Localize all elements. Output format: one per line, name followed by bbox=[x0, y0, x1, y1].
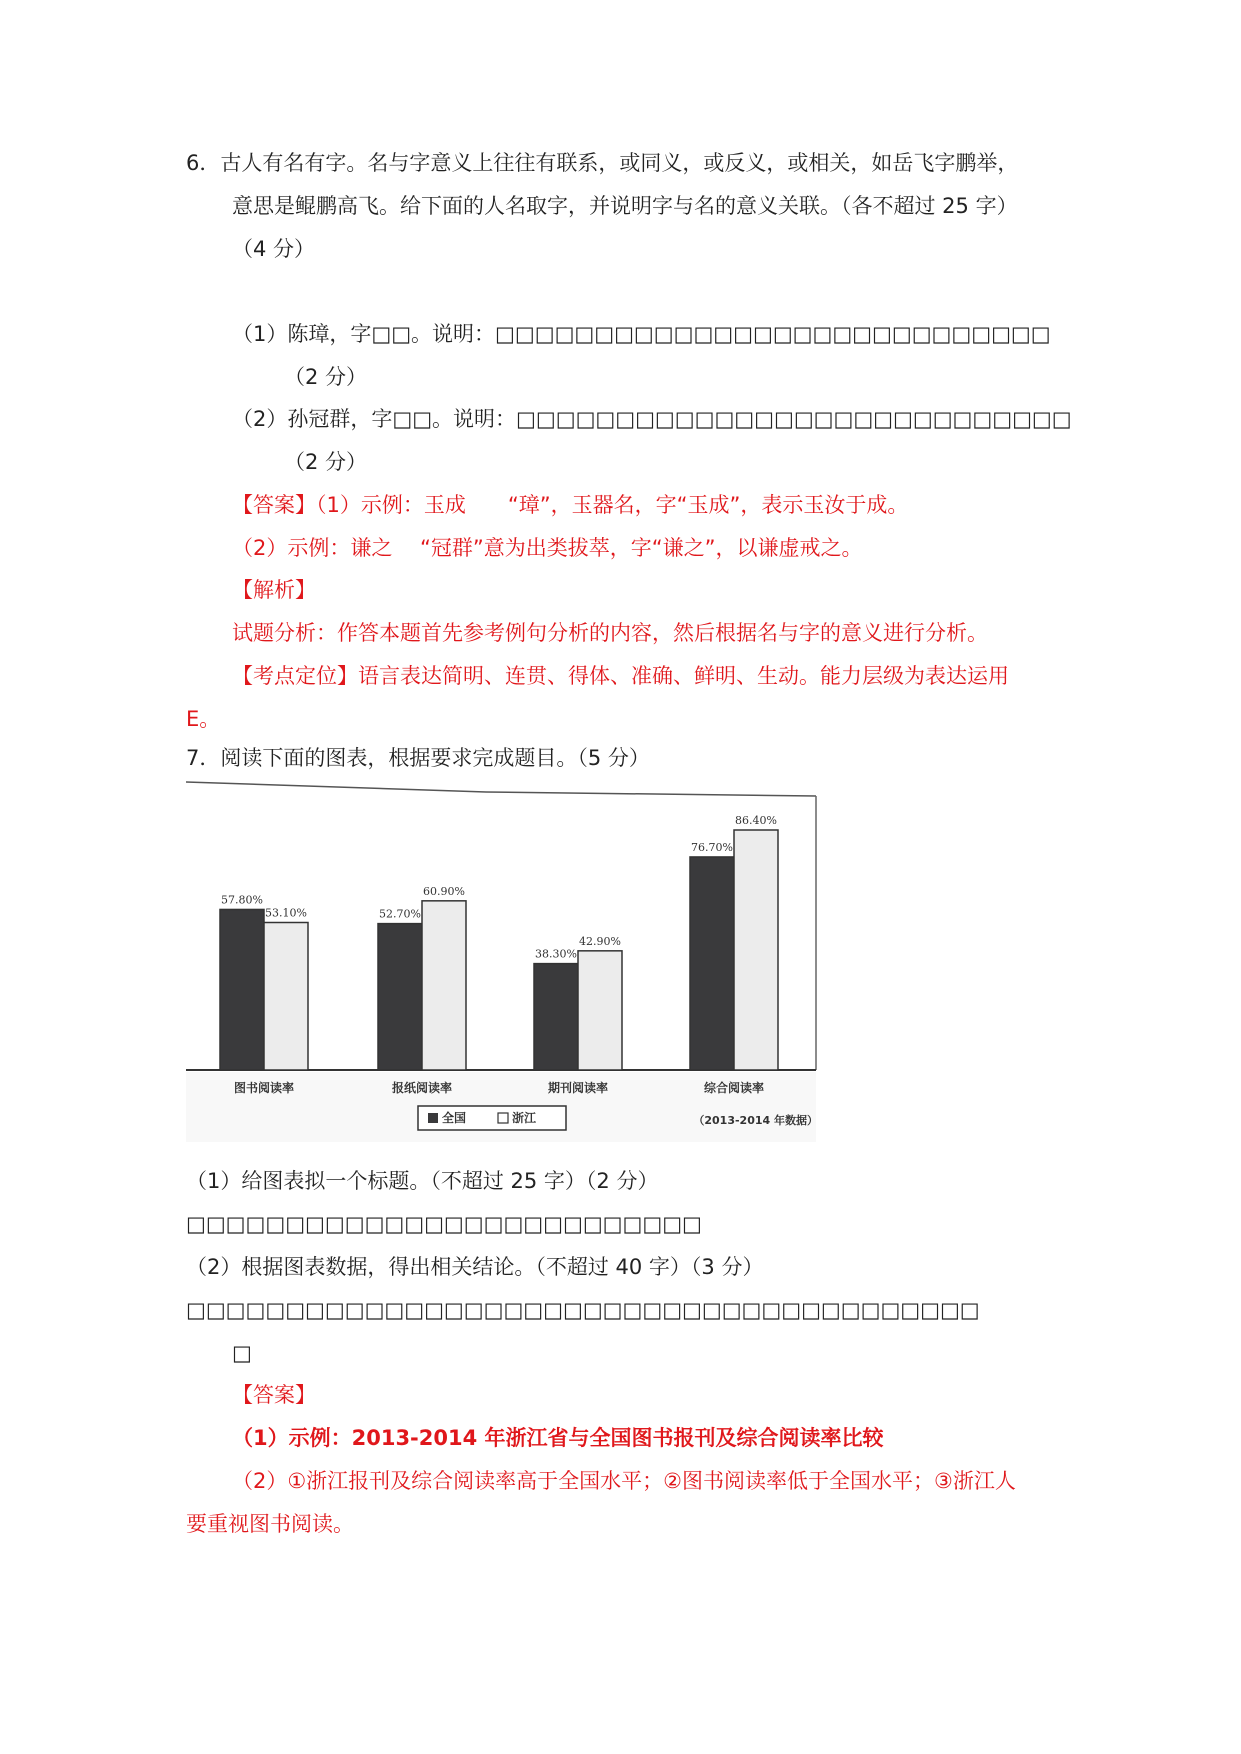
q6-sub1-score: （2 分） bbox=[284, 365, 368, 389]
q7-sub2-blank-cont: □ bbox=[232, 1341, 252, 1365]
q7-answer-1: （1）示例：2013-2014 年浙江省与全国图书报刊及综合阅读率比较 bbox=[232, 1426, 884, 1450]
q7-sub2-blank: □□□□□□□□□□□□□□□□□□□□□□□□□□□□□□□□□□□□□□□□ bbox=[186, 1298, 980, 1322]
category-label-2: 报纸阅读率 bbox=[391, 1081, 453, 1095]
q6-analysis: 试题分析：作答本题首先参考例句分析的内容，然后根据名与字的意义进行分析。 bbox=[232, 621, 988, 645]
q6-kaodian-line1: 【考点定位】语言表达简明、连贯、得体、准确、鲜明、生动。能力层级为表达运用 bbox=[232, 664, 1009, 688]
q7-answer-2b: 要重视图书阅读。 bbox=[186, 1512, 354, 1536]
bar-national-1 bbox=[220, 909, 264, 1070]
data-label-zhejiang-4: 86.40% bbox=[735, 814, 777, 827]
q6-answer-2: （2）示例：谦之 “冠群”意为出类拔萃，字“谦之”，以谦虚戒之。 bbox=[232, 536, 863, 560]
q6-sub2-score: （2 分） bbox=[284, 450, 368, 474]
data-label-national-2: 52.70% bbox=[379, 907, 421, 921]
q7-stem: 7．阅读下面的图表，根据要求完成题目。（5 分） bbox=[186, 746, 650, 770]
legend-swatch-national bbox=[428, 1113, 438, 1123]
chart-canvas bbox=[186, 778, 834, 1158]
chart-top-border bbox=[186, 782, 816, 796]
reading-rate-chart bbox=[186, 778, 834, 1158]
legend-box bbox=[418, 1106, 566, 1130]
category-label-3: 期刊阅读率 bbox=[547, 1081, 609, 1095]
q7-answer-2a: （2）①浙江报刊及综合阅读率高于全国水平；②图书阅读率低于全国水平；③浙江人 bbox=[232, 1469, 1016, 1493]
q7-answer-heading: 【答案】 bbox=[232, 1383, 316, 1407]
data-label-zhejiang-3: 42.90% bbox=[579, 934, 621, 948]
chart-note: （2013-2014 年数据） bbox=[693, 1114, 818, 1127]
data-label-zhejiang-1: 53.10% bbox=[265, 906, 307, 920]
bar-zhejiang-2 bbox=[422, 901, 466, 1070]
legend-label-national: 全国 bbox=[442, 1111, 467, 1125]
bar-national-3 bbox=[534, 964, 578, 1070]
bar-zhejiang-4 bbox=[734, 830, 778, 1070]
bar-national-4 bbox=[690, 857, 734, 1070]
data-label-national-3: 38.30% bbox=[535, 947, 577, 961]
q7-sub2: （2）根据图表数据，得出相关结论。（不超过 40 字）（3 分） bbox=[186, 1255, 764, 1279]
bar-zhejiang-3 bbox=[578, 951, 622, 1070]
bar-zhejiang-1 bbox=[264, 923, 308, 1071]
q7-sub1-blank: □□□□□□□□□□□□□□□□□□□□□□□□□□ bbox=[186, 1212, 702, 1236]
data-label-national-4: 76.70% bbox=[691, 840, 733, 854]
legend-swatch-zhejiang bbox=[498, 1113, 508, 1123]
category-label-4: 综合阅读率 bbox=[703, 1081, 765, 1095]
q7-sub1: （1）给图表拟一个标题。（不超过 25 字）（2 分） bbox=[186, 1169, 659, 1193]
data-label-national-1: 57.80% bbox=[221, 893, 263, 907]
q6-stem-line2: 意思是鲲鹏高飞。给下面的人名取字，并说明字与名的意义关联。（各不超过 25 字） bbox=[232, 194, 1018, 218]
q6-sub1: （1）陈璋，字□□。说明：□□□□□□□□□□□□□□□□□□□□□□□□□□□□ bbox=[232, 322, 1051, 346]
category-label-1: 图书阅读率 bbox=[233, 1081, 295, 1095]
data-label-zhejiang-2: 60.90% bbox=[423, 884, 465, 898]
q6-analysis-heading: 【解析】 bbox=[232, 578, 316, 602]
q6-kaodian-line2: E。 bbox=[186, 707, 221, 731]
q6-score: （4 分） bbox=[232, 237, 316, 261]
legend-label-zhejiang: 浙江 bbox=[512, 1111, 537, 1125]
q6-answer-1: 【答案】（1）示例：玉成 “璋”，玉器名，字“玉成”，表示玉汝于成。 bbox=[232, 493, 909, 517]
bar-national-2 bbox=[378, 924, 422, 1070]
q6-stem-line1: 6．古人有名有字。名与字意义上往往有联系，或同义，或反义，或相关，如岳飞字鹏举， bbox=[186, 151, 1019, 175]
q6-sub2: （2）孙冠群，字□□。说明：□□□□□□□□□□□□□□□□□□□□□□□□□□□□ bbox=[232, 407, 1072, 431]
